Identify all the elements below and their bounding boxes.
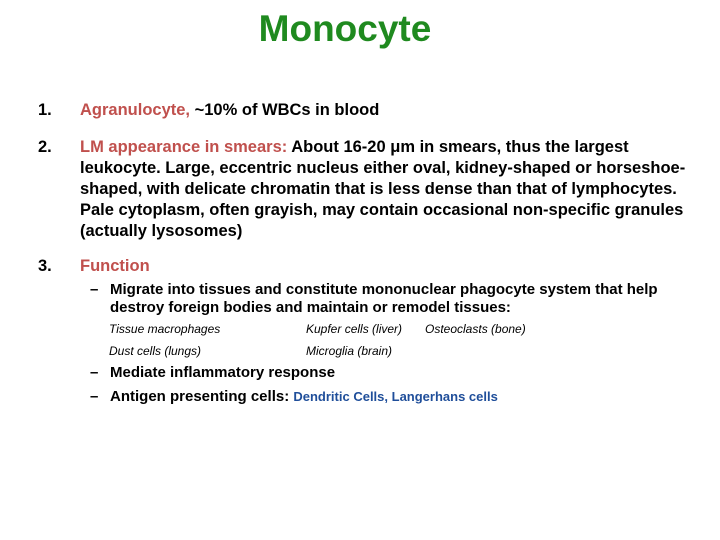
item-number: 3. <box>38 257 52 275</box>
example-tissue-macrophages: Tissue macrophages <box>109 322 221 336</box>
example-kupfer-cells: Kupfer cells (liver) <box>306 322 403 336</box>
item-lead: Agranulocyte, <box>80 101 191 119</box>
example-osteoclasts: Osteoclasts (bone) <box>425 322 526 336</box>
item-text: ~10% of WBCs in blood <box>190 101 380 119</box>
item-lead: Function <box>80 257 150 275</box>
dash-bullet: – <box>90 364 99 381</box>
item-text: About 16-20 μm in smears, thus the largest leukocyte. Large, eccentric nucleus either oval, kidney-shaped or horseshoe-shaped, with delicate chromatin that is less dense than that of lymphocytes. Pale cytoplasm, often grayish, may contain occasional non-specific granules (actually lysosomes) <box>80 138 686 240</box>
slide-title: Monocyte <box>258 8 432 49</box>
item-lead: LM appearance in smears: <box>80 138 288 156</box>
example-dust-cells: Dust cells (lungs) <box>109 344 202 358</box>
dash-bullet: – <box>90 281 99 298</box>
item-number: 2. <box>38 138 52 156</box>
sub-item-text: Mediate inflammatory response <box>110 364 336 381</box>
sub-item-text: Antigen presenting cells: <box>110 388 294 405</box>
item-number: 1. <box>38 101 52 119</box>
highlight-cells: Dendritic Cells, Langerhans cells <box>293 389 498 404</box>
example-microglia: Microglia (brain) <box>306 344 393 358</box>
sub-item-text: Migrate into tissues and constitute mononuclear phagocyte system that help destroy foreign bodies and maintain or remodel tissues: <box>110 281 658 316</box>
dash-bullet: – <box>90 388 99 405</box>
